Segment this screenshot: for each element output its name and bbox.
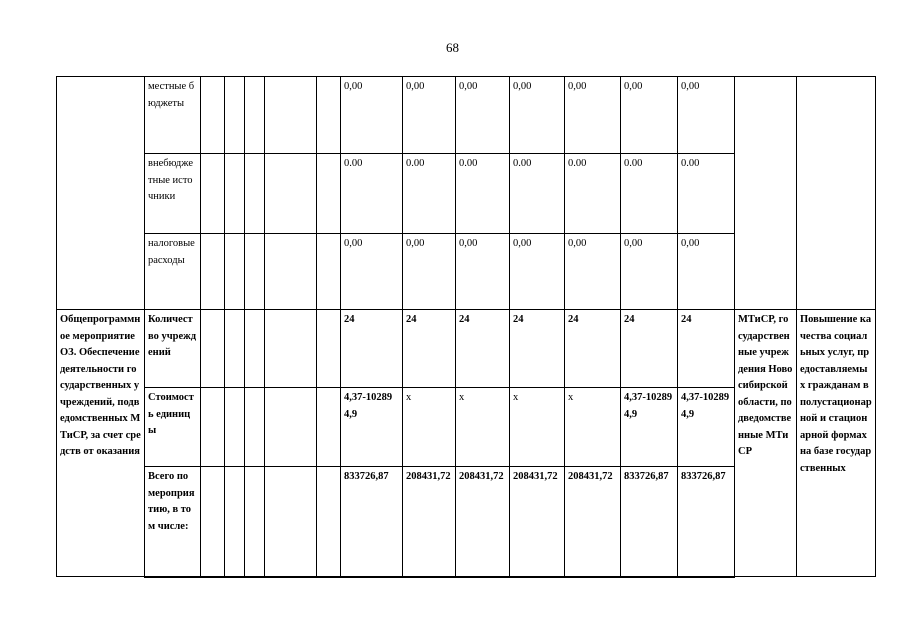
value-cell: 0.00 <box>341 154 403 234</box>
value-cell: 0,00 <box>510 77 565 154</box>
empty-name-cell <box>57 77 145 310</box>
event-executor: МТиСР, государственные учреждения Новосибирской области, подведомственные МТиСР <box>735 310 797 577</box>
empty-result-cell <box>797 77 876 310</box>
value-cell: 0,00 <box>678 77 735 154</box>
value-cell: 24 <box>341 310 403 388</box>
value-cell: 833726,87 <box>678 467 735 577</box>
value-cell: 0.00 <box>565 154 621 234</box>
value-cell: x <box>403 388 456 467</box>
value-cell: x <box>565 388 621 467</box>
value-cell: 24 <box>510 310 565 388</box>
value-cell: 24 <box>565 310 621 388</box>
value-cell: 0.00 <box>678 154 735 234</box>
source-label: внебюджетные источники <box>145 154 201 234</box>
source-label: налоговые расходы <box>145 234 201 310</box>
table-row <box>57 77 876 154</box>
value-cell: 0,00 <box>565 77 621 154</box>
value-cell: 24 <box>403 310 456 388</box>
indicator-label: Стоимость единицы <box>145 388 201 467</box>
value-cell: 0,00 <box>621 234 678 310</box>
value-cell: 0,00 <box>341 77 403 154</box>
value-cell: 0,00 <box>403 77 456 154</box>
value-cell: 0,00 <box>621 77 678 154</box>
value-cell: 0.00 <box>621 154 678 234</box>
program-table <box>56 76 876 578</box>
value-cell: 4,37-102894,9 <box>341 388 403 467</box>
value-cell: 833726,87 <box>341 467 403 577</box>
source-label: местные бюджеты <box>145 77 201 154</box>
page-number: 68 <box>446 40 459 55</box>
value-cell: 208431,72 <box>565 467 621 577</box>
value-cell: 0,00 <box>341 234 403 310</box>
value-cell: 24 <box>621 310 678 388</box>
indicator-label: Всего по мероприятию, в том числе: <box>145 467 201 577</box>
value-cell: 208431,72 <box>403 467 456 577</box>
value-cell: 24 <box>678 310 735 388</box>
value-cell: 0,00 <box>510 234 565 310</box>
value-cell: 0,00 <box>678 234 735 310</box>
value-cell: 0,00 <box>565 234 621 310</box>
value-cell: 0,00 <box>403 234 456 310</box>
value-cell: x <box>456 388 510 467</box>
value-cell: 0,00 <box>456 234 510 310</box>
value-cell: 208431,72 <box>456 467 510 577</box>
value-cell: 833726,87 <box>621 467 678 577</box>
empty-executor-cell <box>735 77 797 310</box>
value-cell: 0.00 <box>510 154 565 234</box>
indicator-label: Количество учреждений <box>145 310 201 388</box>
value-cell: 0,00 <box>456 77 510 154</box>
value-cell: 4,37-102894,9 <box>678 388 735 467</box>
value-cell: 0.00 <box>456 154 510 234</box>
event-result: Повышение качества социальных услуг, предоставляемых гражданам в полустационарной и стационарной формах на базе государственных <box>797 310 876 577</box>
value-cell: x <box>510 388 565 467</box>
event-name: Общепрограммное мероприятие ОЗ. Обеспечение деятельности государственных учреждений, подведомственных МТиСР, за счет средств от оказания <box>57 310 145 577</box>
value-cell: 4,37-102894,9 <box>621 388 678 467</box>
value-cell: 208431,72 <box>510 467 565 577</box>
value-cell: 0.00 <box>403 154 456 234</box>
table-row <box>57 310 876 388</box>
value-cell: 24 <box>456 310 510 388</box>
